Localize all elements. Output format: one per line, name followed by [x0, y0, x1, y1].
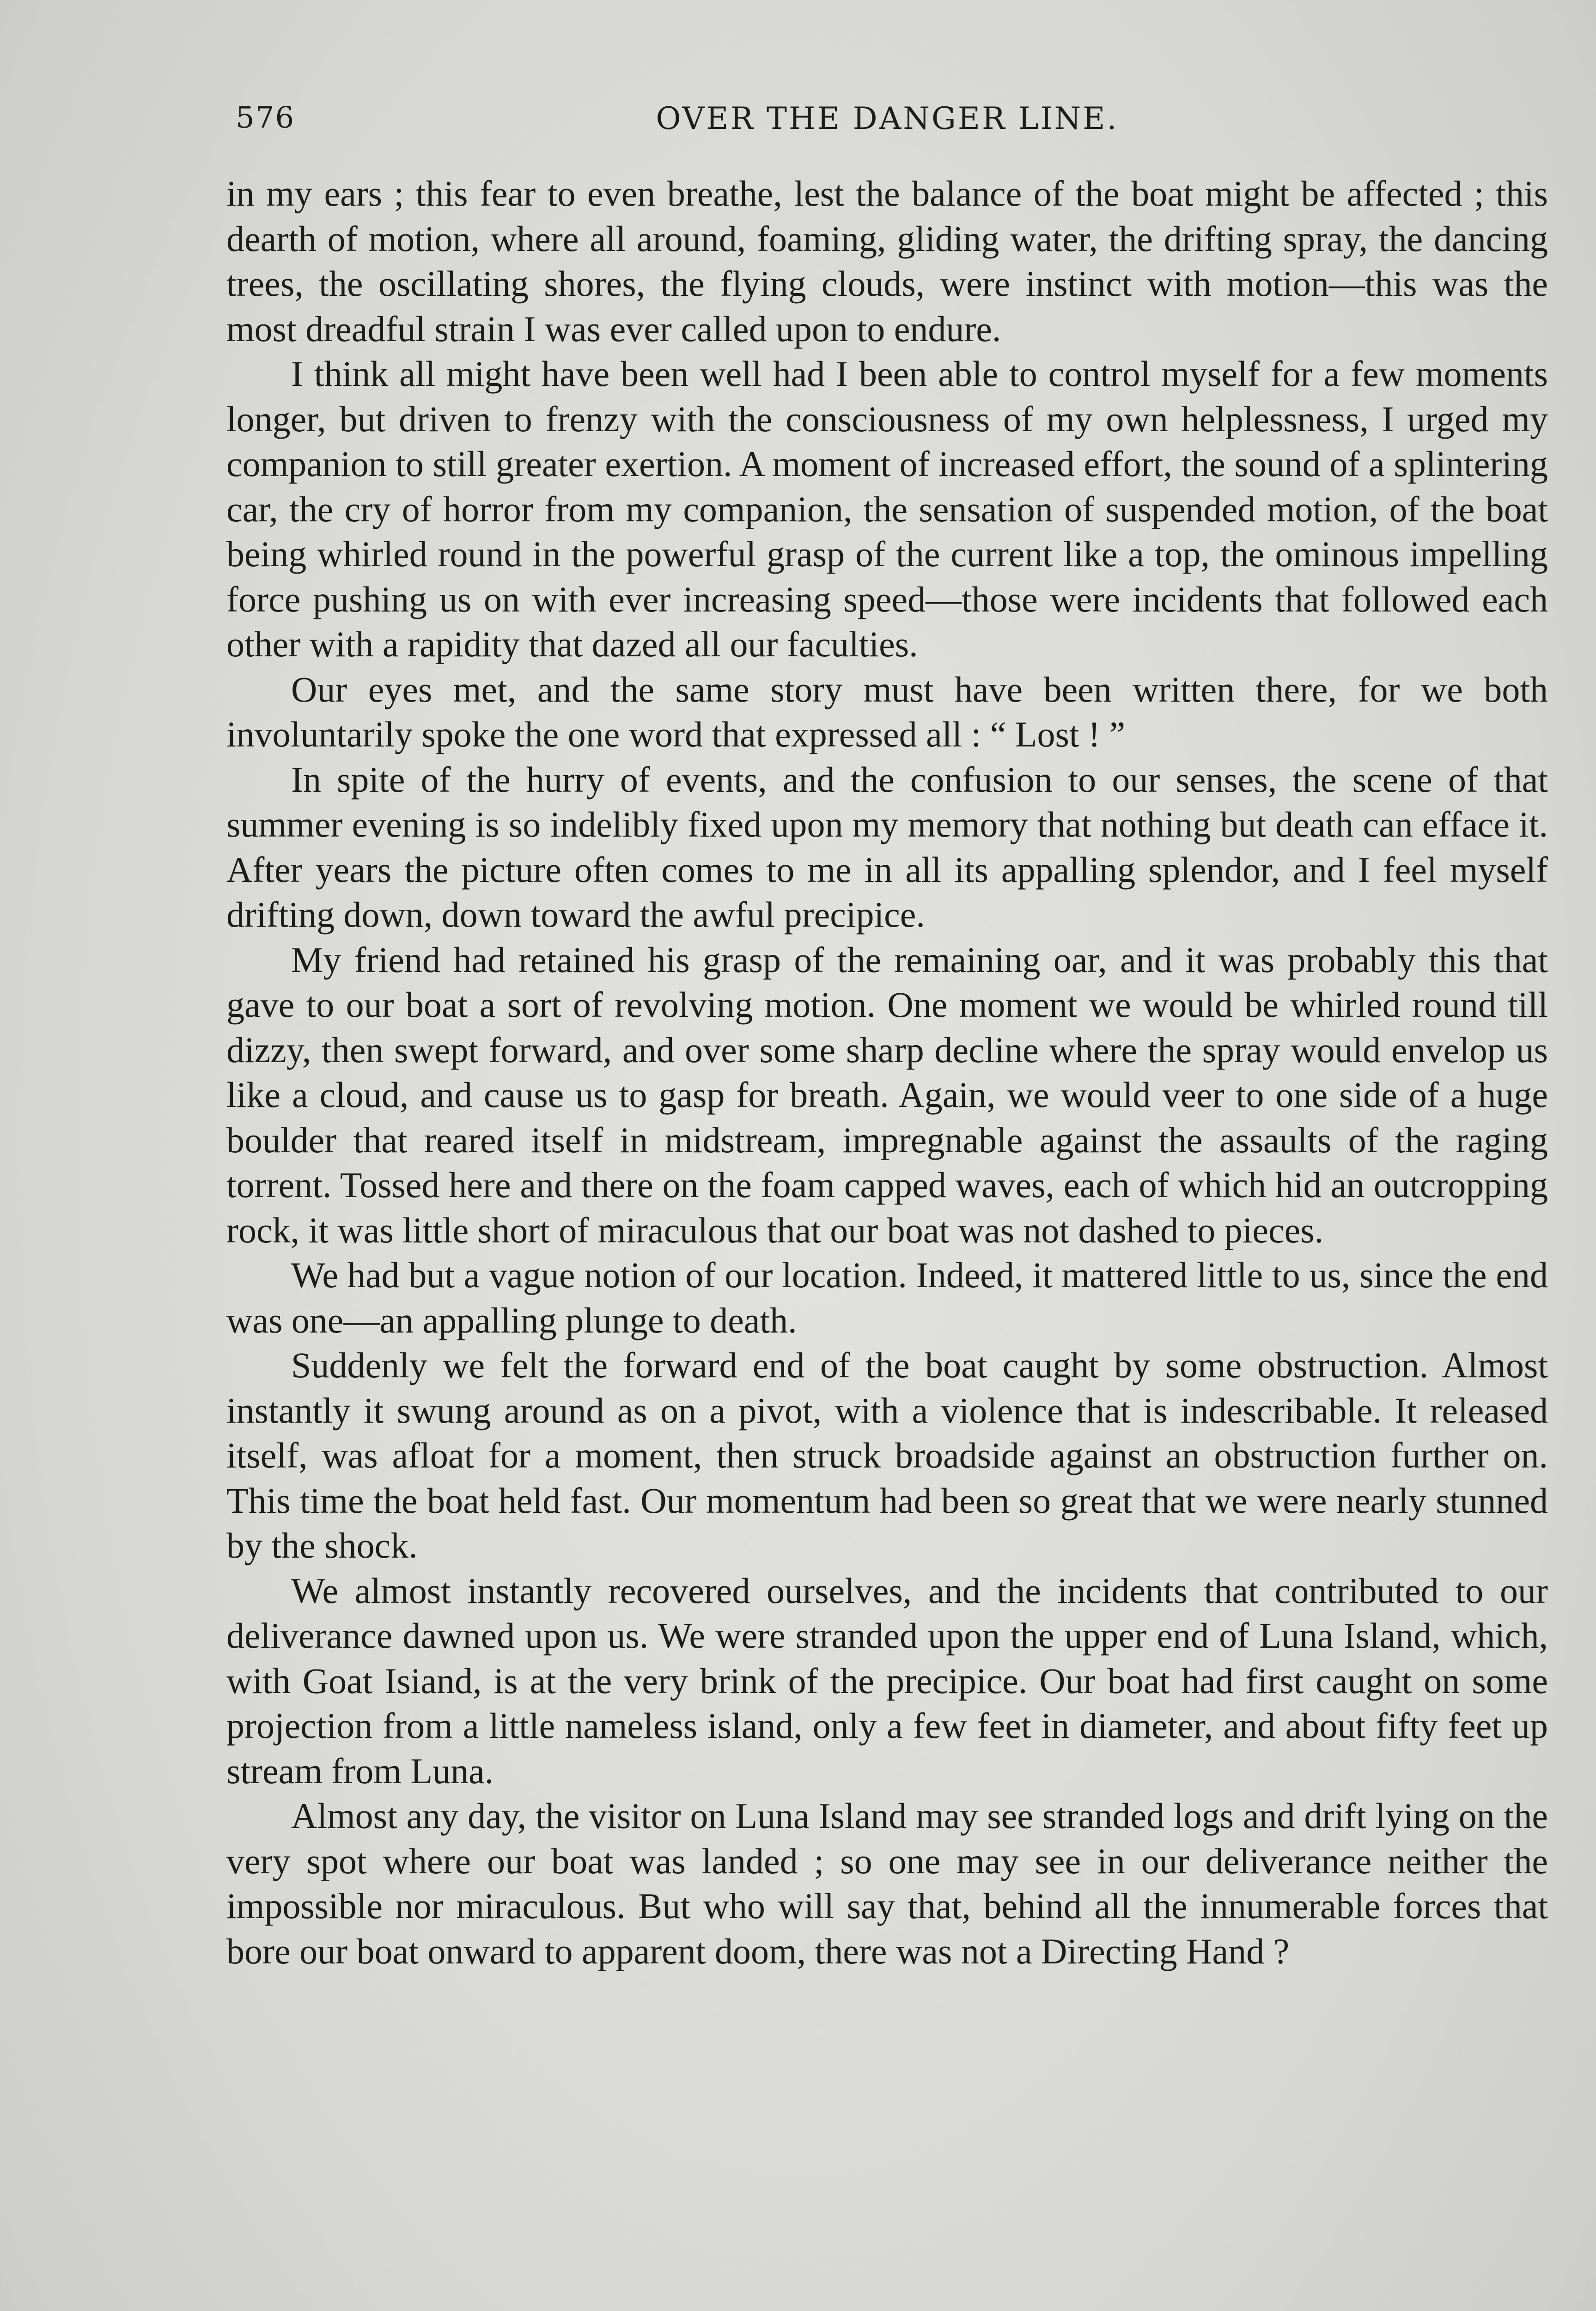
running-title: OVER THE DANGER LINE. [656, 101, 1119, 136]
paragraph-3: Our eyes met, and the same story must have been written there, for we both involuntarily spoke the one word that expressed all : “ Lost ! ” [226, 669, 1548, 754]
page-number: 576 [236, 101, 295, 135]
paragraph-6: We had but a vague notion of our location. Indeed, it mattered little to us, since the end was one—an appalling plunge to death. [226, 1255, 1548, 1340]
paragraph-9: Almost any day, the visitor on Luna Island may see stranded logs and drift lying on the very spot where our boat was landed ; so one may see in our deliverance neither the impossible nor miraculous. But who will say that, behind all the innumerable forces that bore our boat onward to apparent doom, there was not a Directing Hand ? [226, 1796, 1548, 1971]
paragraph-4: In spite of the hurry of events, and the confusion to our senses, the scene of that summer evening is so indelibly fixed upon my memory that nothing but death can efface it. After years the picture often comes to me in all its appalling splendor, and I feel myself drifting down, down toward the awful precipice. [226, 759, 1548, 935]
paragraph-2: I think all might have been well had I been able to control myself for a few moments longer, but driven to frenzy with the consciousness of my own helplessness, I urged my companion to still greater exertion. A moment of increased effort, the sound of a splintering car, the cry of horror from my companion, the sensation of suspended motion, of the boat being whirled round in the powerful grasp of the current like a top, the ominous impelling force pushing us on with ever increasing speed—those were incidents that followed each other with a rapidity that dazed all our faculties. [226, 354, 1548, 664]
paragraph-5: My friend had retained his grasp of the remaining oar, and it was probably this that gave to our boat a sort of revolving motion. One moment we would be whirled round till dizzy, then swept forward, and over some sharp decline where the spray would envelop us like a cloud, and cause us to gasp for breath. Again, we would veer to one side of a huge boulder that reared itself in midstream, impregnable against the assaults of the raging torrent. Tossed here and there on the foam capped waves, each of which hid an outcropping rock, it was little short of miraculous that our boat was not dashed to pieces. [226, 939, 1548, 1250]
page-header [236, 101, 1539, 152]
paragraph-7: Suddenly we felt the forward end of the boat caught by some obstruction. Almost instantly it swung around as on a pivot, with a violence that is indescribable. It released itself, was afloat for a moment, then struck broadside against an obstruction further on. This time the boat held fast. Our momentum had been so great that we were nearly stunned by the shock. [226, 1345, 1548, 1565]
article-body [226, 171, 1548, 1974]
paragraph-1: in my ears ; this fear to even breathe, lest the balance of the boat might be affected ; this dearth of motion, where all around, foaming, gliding water, the drifting spray, the dancing trees, the oscillating shores, the flying clouds, were instinct with motion—this was the most dreadful strain I was ever called upon to endure. [226, 173, 1548, 349]
paragraph-8: We almost instantly recovered ourselves, and the incidents that contributed to our deliverance dawned upon us. We were stranded upon the upper end of Luna Island, which, with Goat Isiand, is at the very brink of the precipice. Our boat had first caught on some projection from a little nameless island, only a few feet in diameter, and about fifty feet up stream from Luna. [226, 1570, 1548, 1791]
